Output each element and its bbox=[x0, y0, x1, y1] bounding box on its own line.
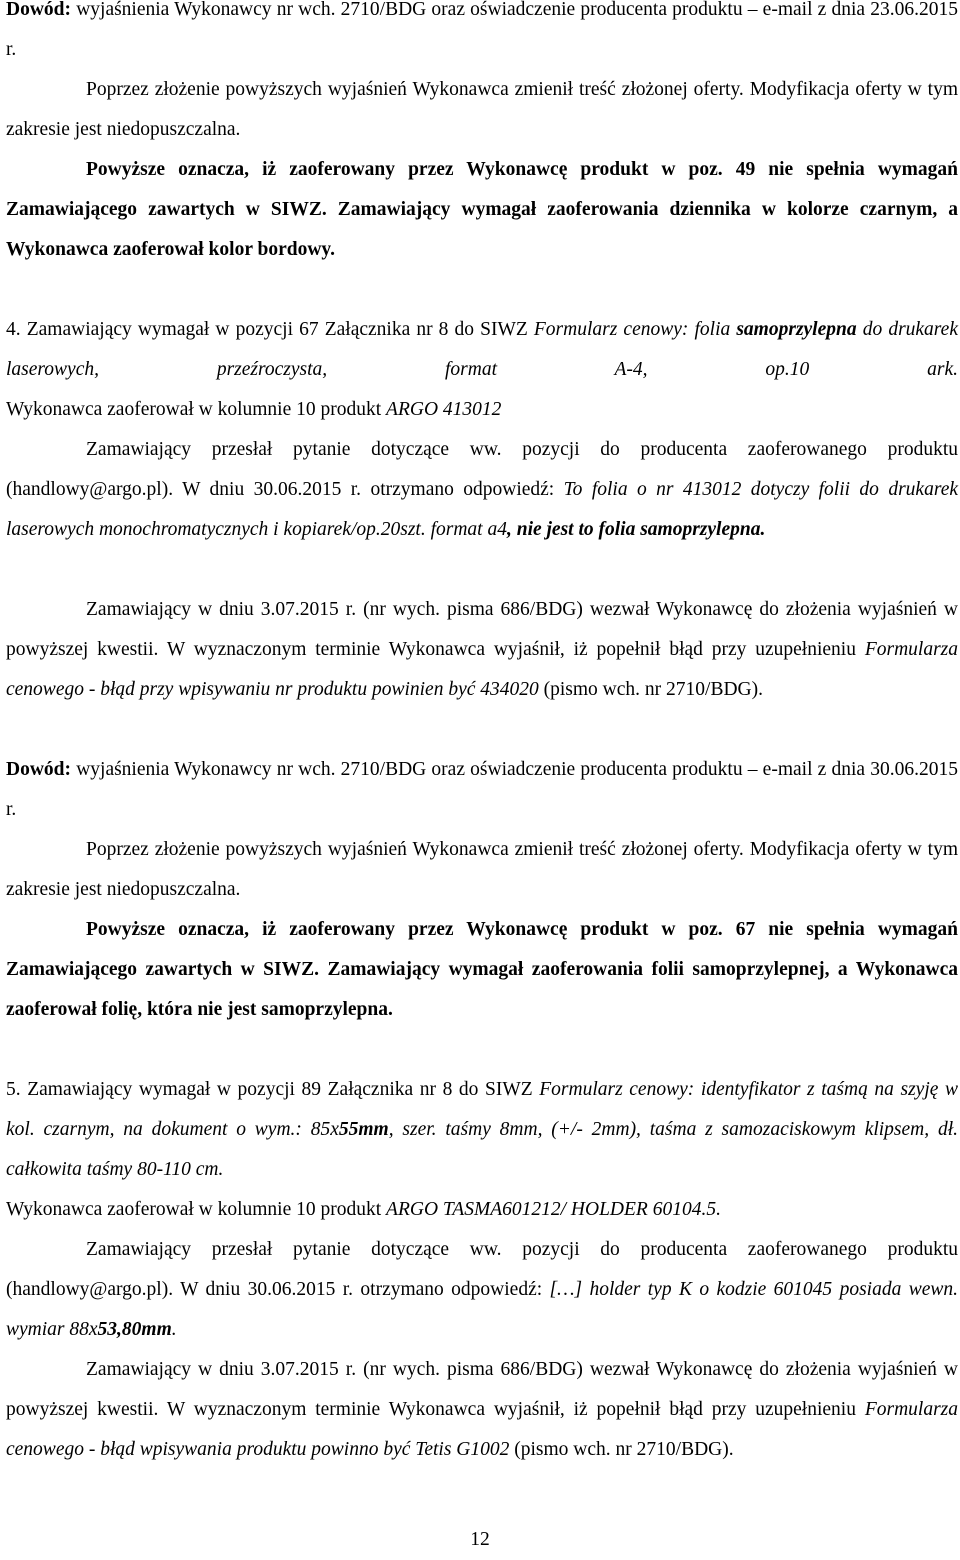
producer-answer-paragraph: Zamawiający przesłał pytanie dotyczące ww. pozycji do producenta zaoferowanego produktu (handlowy@argo.pl). W dniu 30.06.2015 r. otrzymano odpowiedź: […] holder typ K o kodzie 601045 posiada wewn. wymiar 88x53,80mm. bbox=[6, 1239, 959, 1340]
evidence-label: Dowód: bbox=[6, 759, 72, 780]
conclusion-paragraph: Powyższe oznacza, iż zaoferowany przez Wykonawcę produkt w poz. 49 nie spełnia wymagań Zamawiającego zawartych w SIWZ. Zamawiający wymagał zaoferowania dziennika w kolorze czarnym, a Wykonawca zaoferował kolor bordowy. bbox=[6, 159, 958, 260]
evidence-label: Dowód: bbox=[6, 0, 72, 20]
paragraph: Poprzez złożenie powyższych wyjaśnień Wykonawca zmienił treść złożonej oferty. Modyfikacja oferty w tym zakresie jest niedopuszczalna. bbox=[6, 79, 958, 140]
paragraph: Poprzez złożenie powyższych wyjaśnień Wykonawca zmienił treść złożonej oferty. Modyfikacja oferty w tym zakresie jest niedopuszczalna. bbox=[6, 839, 958, 900]
section-5-paragraph: 5. Zamawiający wymagał w pozycji 89 Załącznika nr 8 do SIWZ Formularz cenowy: identyfikator z taśmą na szyję w kol. czarnym, na dokument o wym.: 85x55mm, szer. taśmy 8mm, (+/- 2mm), taśma z samozaciskowym klipsem, dł. całkowita taśmy 80-110 cm. bbox=[6, 1079, 958, 1180]
evidence-paragraph: Dowód: wyjaśnienia Wykonawcy nr wch. 2710/BDG oraz oświadczenie producenta produktu – e-mail z dnia 23.06.2015 r. bbox=[6, 0, 958, 60]
summons-paragraph: Zamawiający w dniu 3.07.2015 r. (nr wych. pisma 686/BDG) wezwał Wykonawcę do złożenia wyjaśnień w powyższej kwestii. W wyznaczonym terminie Wykonawca wyjaśnił, iż popełnił błąd przy uzupełnieniu Formularza cenowego - błąd przy wpisywaniu nr produktu powinien być 434020 (pismo wch. nr 2710/BDG). bbox=[6, 599, 958, 700]
section-4-paragraph: 4. Zamawiający wymagał w pozycji 67 Załącznika nr 8 do SIWZ Formularz cenowy: folia samoprzylepna do drukarek laserowych, przeźroczysta, format A-4, op.10 ark. bbox=[6, 319, 958, 380]
page-number: 12 bbox=[470, 1529, 490, 1550]
conclusion-paragraph: Powyższe oznacza, iż zaoferowany przez Wykonawcę produkt w poz. 67 nie spełnia wymagań Zamawiającego zawartych w SIWZ. Zamawiający wymagał zaoferowania folii samoprzylepnej, a Wykonawca zaoferował folię, która nie jest samoprzylepna. bbox=[6, 919, 958, 1020]
offered-product-paragraph: Wykonawca zaoferował w kolumnie 10 produkt ARGO TASMA601212/ HOLDER 60104.5. bbox=[6, 1199, 721, 1220]
offered-product-paragraph: Wykonawca zaoferował w kolumnie 10 produkt ARGO 413012 bbox=[6, 399, 502, 420]
evidence-paragraph: Dowód: wyjaśnienia Wykonawcy nr wch. 2710/BDG oraz oświadczenie producenta produktu – e-mail z dnia 30.06.2015 r. bbox=[6, 759, 958, 820]
summons-paragraph: Zamawiający w dniu 3.07.2015 r. (nr wych. pisma 686/BDG) wezwał Wykonawcę do złożenia wyjaśnień w powyższej kwestii. W wyznaczonym terminie Wykonawca wyjaśnił, iż popełnił błąd przy uzupełnieniu Formularza cenowego - błąd wpisywania produktu powinno być Tetis G1002 (pismo wch. nr 2710/BDG). bbox=[6, 1359, 958, 1460]
producer-answer-paragraph: Zamawiający przesłał pytanie dotyczące ww. pozycji do producenta zaoferowanego produktu (handlowy@argo.pl). W dniu 30.06.2015 r. otrzymano odpowiedź: To folia o nr 413012 dotyczy folii do drukarek laserowych monochromatycznych i kopiarek/op.20szt. format a4, nie jest to folia samoprzylepna. bbox=[6, 439, 958, 540]
